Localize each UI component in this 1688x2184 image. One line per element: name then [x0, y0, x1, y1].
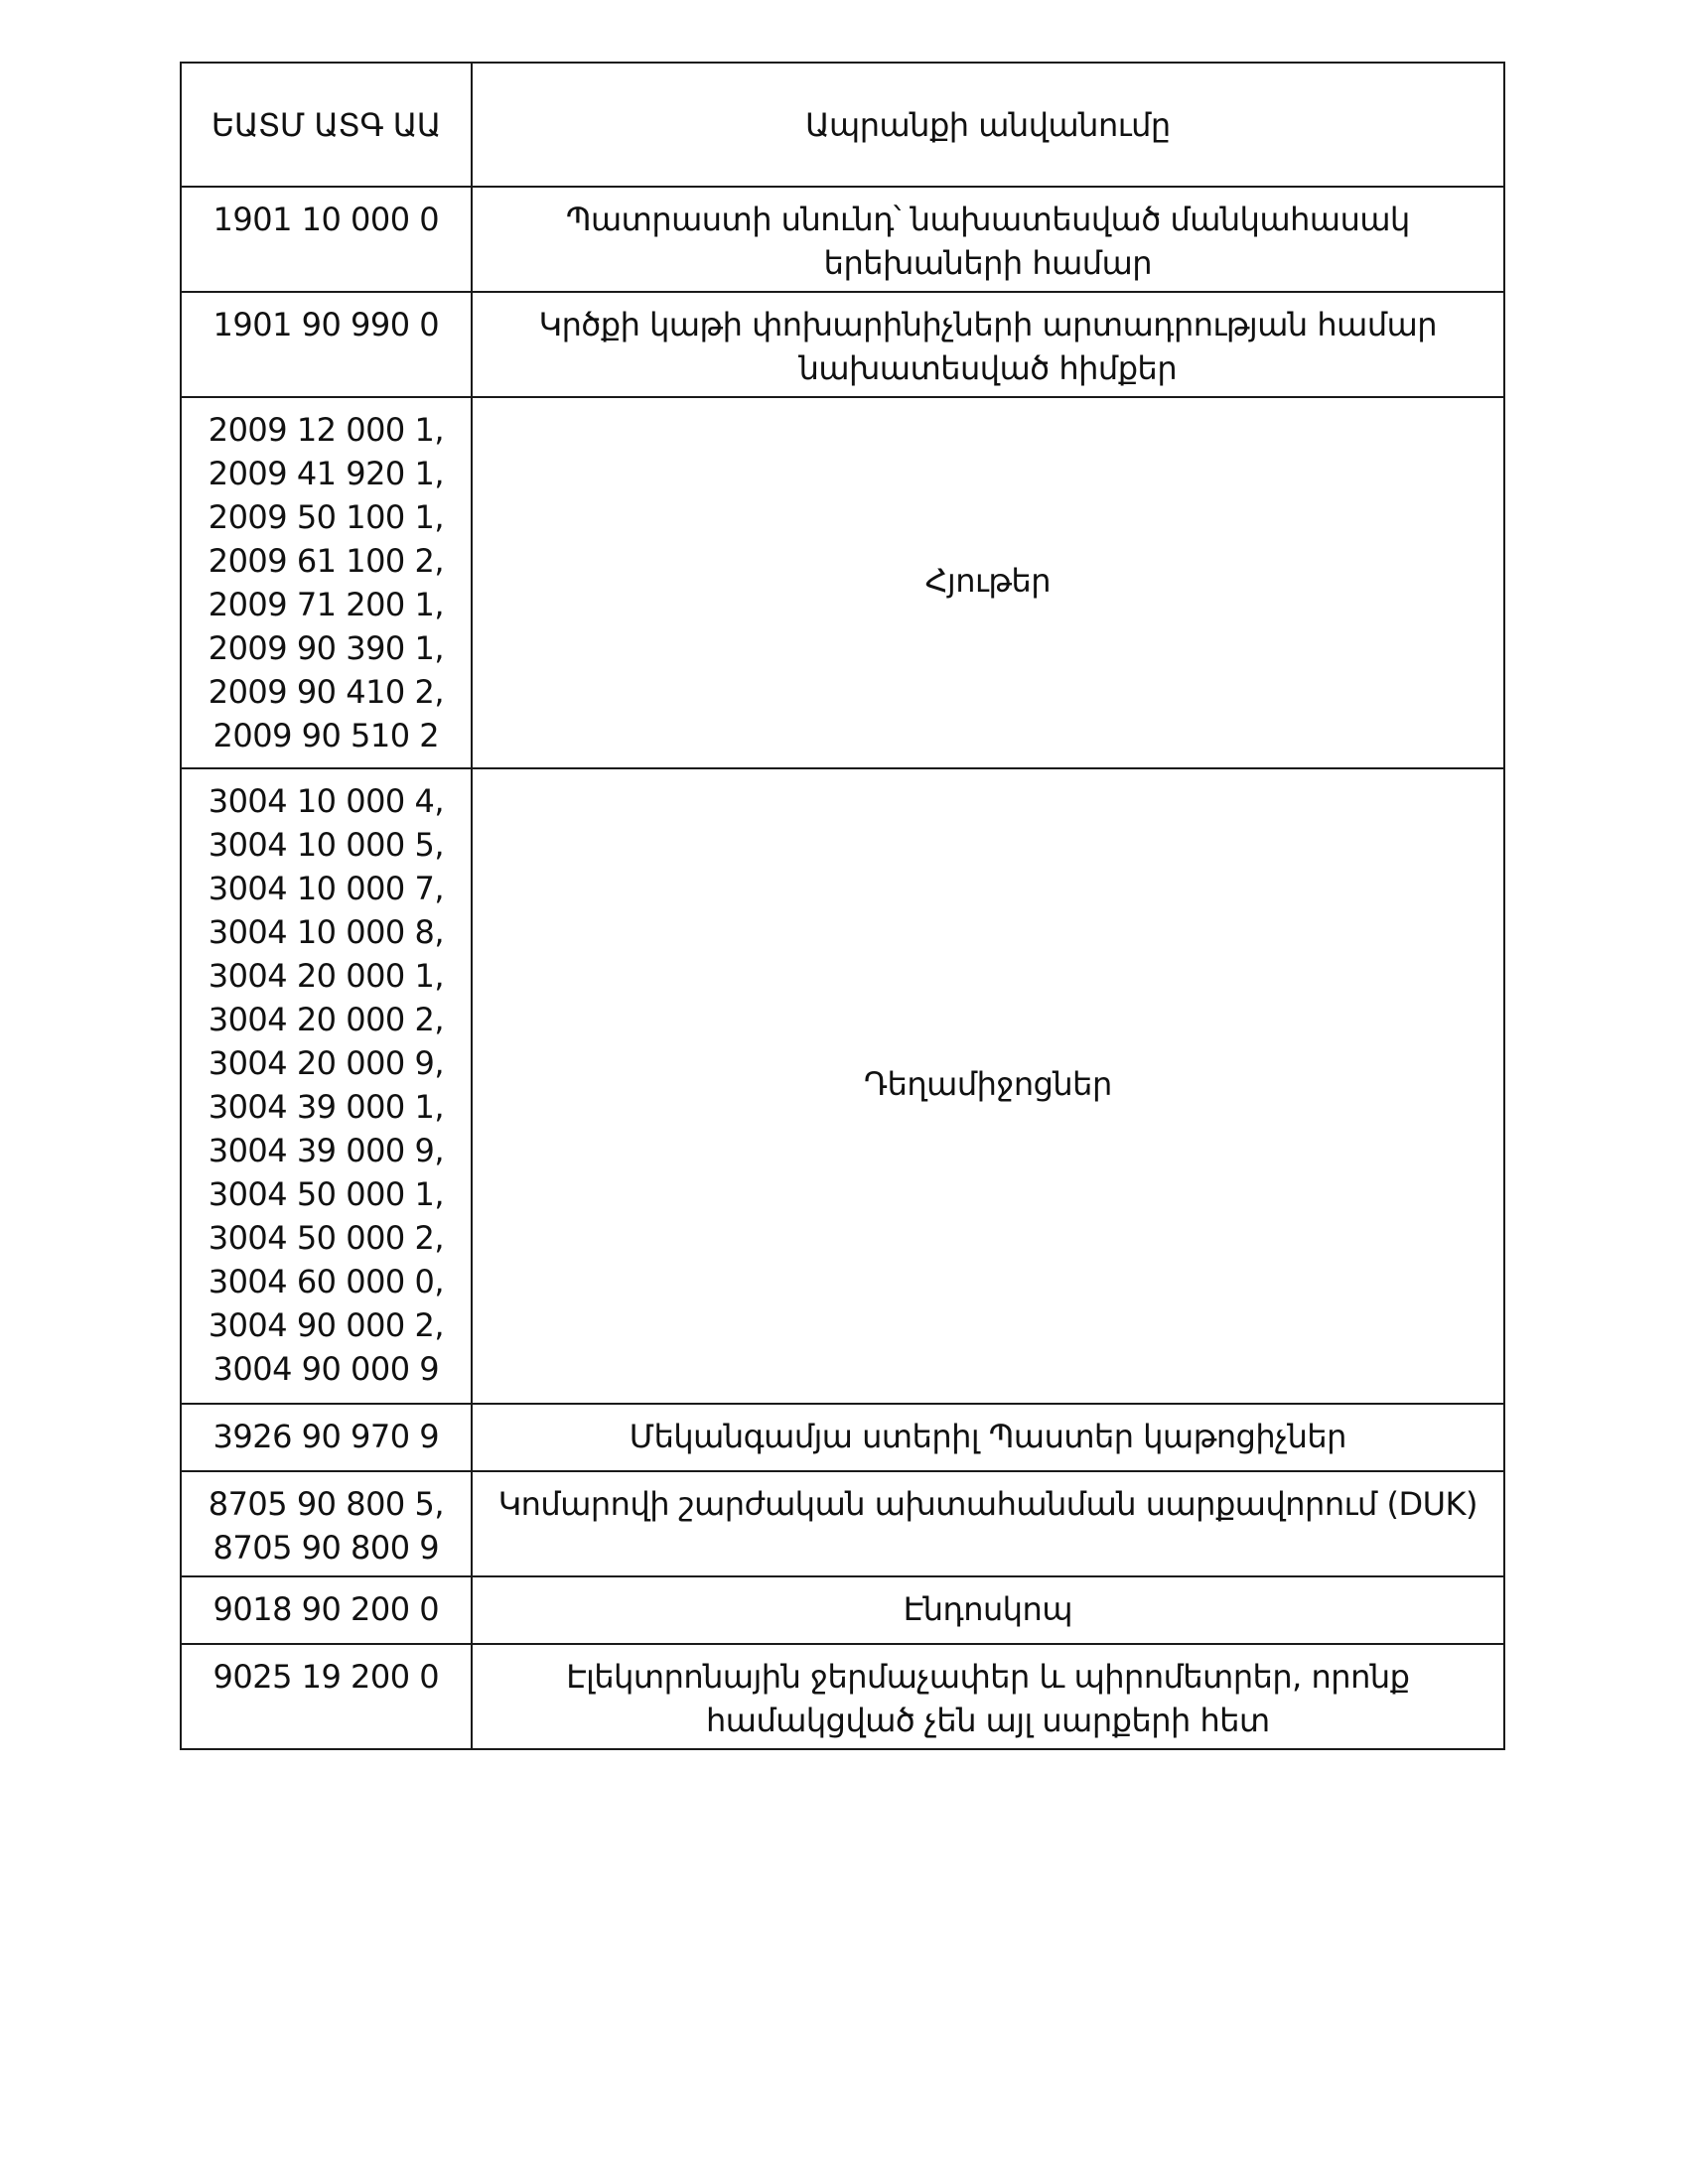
code-cell — [181, 1471, 472, 1576]
code-cell — [181, 768, 472, 1404]
table-row — [181, 1404, 1504, 1471]
table-row — [181, 1576, 1504, 1644]
header-code-cell: ԵԱՏՄ ԱՏԳ ԱԱ — [181, 63, 472, 187]
code-line: 3004 10 000 4, — [208, 782, 444, 820]
code-line: 3004 20 000 1, — [208, 957, 444, 995]
code-line: 3004 20 000 9, — [208, 1044, 444, 1082]
code-line: 2009 61 100 2, — [208, 542, 444, 580]
name-cell: Հյութեր — [472, 397, 1504, 768]
code-line: 3004 60 000 0, — [208, 1263, 444, 1300]
name-cell: Կոմարովի շարժական ախտահանման սարքավորում (DUK) — [472, 1471, 1504, 1576]
code-line: 8705 90 800 9 — [212, 1529, 440, 1567]
code-line: 3004 90 000 2, — [208, 1306, 444, 1344]
code-cell — [181, 397, 472, 768]
code-cell — [181, 1404, 472, 1471]
goods-table — [180, 62, 1505, 1750]
table-row — [181, 397, 1504, 768]
code-line: 3004 39 000 9, — [208, 1132, 444, 1169]
name-cell: Մեկանգամյա ստերիլ Պաստեր կաթոցիչներ — [472, 1404, 1504, 1471]
code-line: 2009 12 000 1, — [208, 411, 444, 449]
code-line: 3004 10 000 8, — [208, 913, 444, 951]
name-cell: Էնդոսկոպ — [472, 1576, 1504, 1644]
code-line: 3004 90 000 9 — [212, 1350, 440, 1388]
code-line: 2009 90 510 2 — [212, 717, 440, 754]
table-row — [181, 1644, 1504, 1749]
header-name-cell: Ապրանքի անվանումը — [472, 63, 1504, 187]
name-cell: Դեղամիջոցներ — [472, 768, 1504, 1404]
code-line: 2009 90 390 1, — [208, 629, 444, 667]
table-row — [181, 292, 1504, 397]
code-cell — [181, 292, 472, 397]
code-line: 3004 20 000 2, — [208, 1001, 444, 1038]
code-line: 3004 39 000 1, — [208, 1088, 444, 1126]
table-header-row — [181, 63, 1504, 187]
table-row — [181, 1471, 1504, 1576]
code-line: 2009 50 100 1, — [208, 498, 444, 536]
table-row — [181, 768, 1504, 1404]
code-line: 9018 90 200 0 — [212, 1590, 440, 1628]
code-line: 8705 90 800 5, — [208, 1485, 444, 1523]
code-cell — [181, 1576, 472, 1644]
code-line: 3926 90 970 9 — [212, 1418, 440, 1455]
code-line: 3004 10 000 7, — [208, 870, 444, 907]
name-cell: Կրծքի կաթի փոխարինիչների արտադրության համար նախատեսված հիմքեր — [472, 292, 1504, 397]
code-line: 2009 90 410 2, — [208, 673, 444, 711]
name-cell: Պատրաստի սնունդ՝ նախատեսված մանկահասակ երեխաների համար — [472, 187, 1504, 292]
code-cell — [181, 1644, 472, 1749]
code-line: 3004 50 000 2, — [208, 1219, 444, 1257]
code-line: 2009 41 920 1, — [208, 455, 444, 492]
code-line: 3004 10 000 5, — [208, 826, 444, 864]
code-line: 2009 71 200 1, — [208, 586, 444, 623]
code-line: 3004 50 000 1, — [208, 1175, 444, 1213]
code-line: 9025 19 200 0 — [212, 1658, 440, 1696]
code-cell — [181, 187, 472, 292]
code-line: 1901 90 990 0 — [212, 306, 440, 343]
name-cell: Էլեկտրոնային ջերմաչափեր և պիրոմետրեր, որոնք համակցված չեն այլ սարքերի հետ — [472, 1644, 1504, 1749]
table-row — [181, 187, 1504, 292]
code-line: 1901 10 000 0 — [212, 201, 440, 238]
